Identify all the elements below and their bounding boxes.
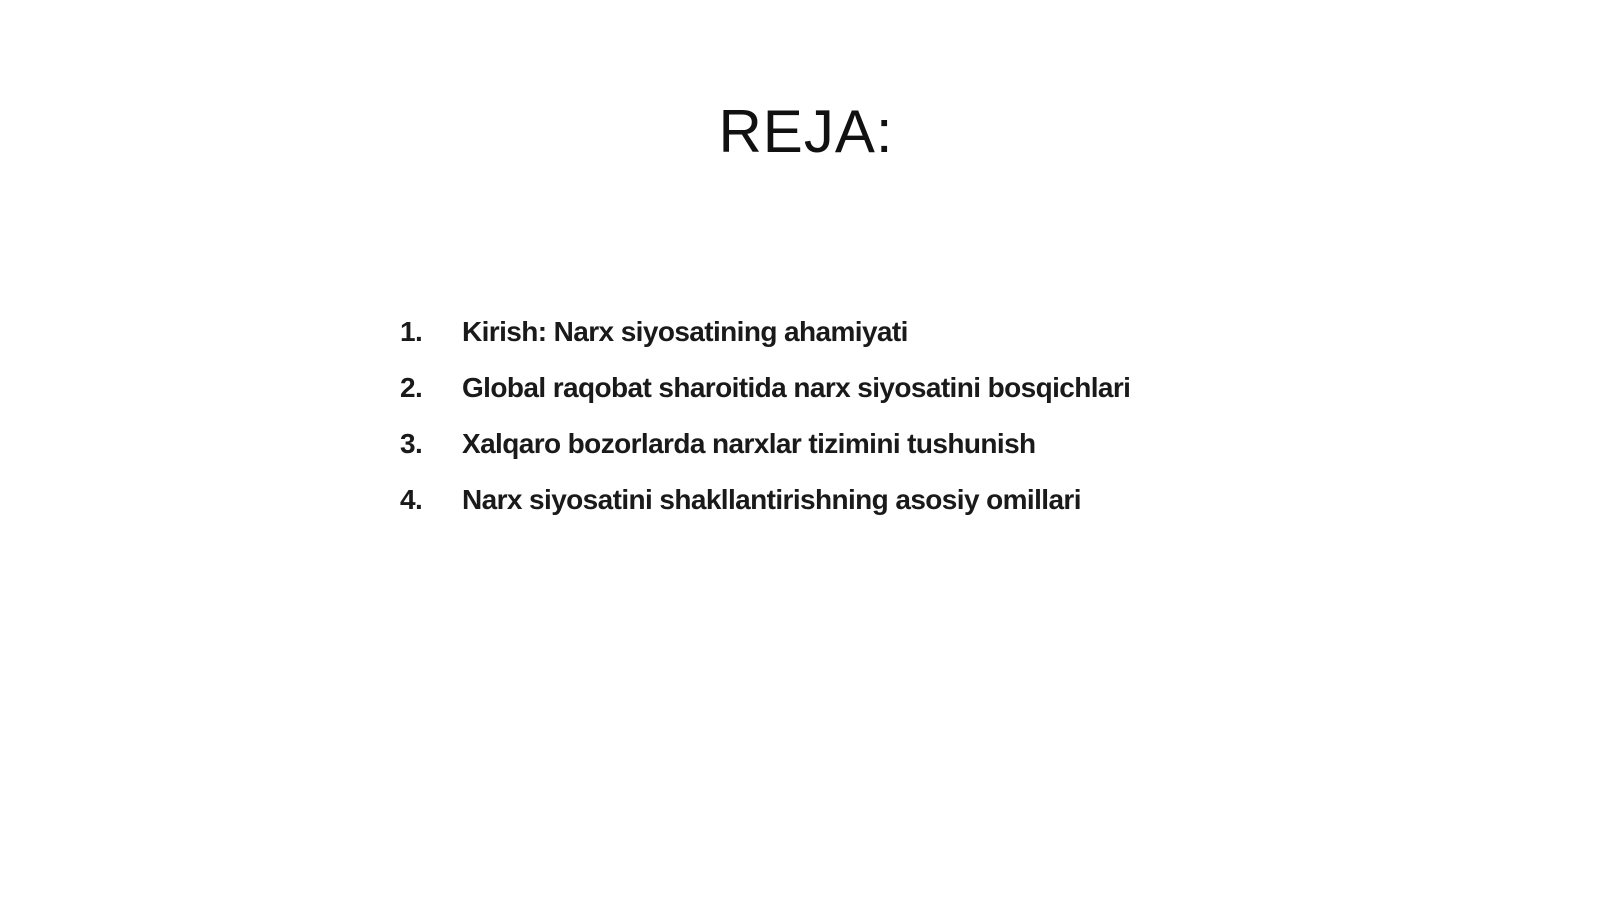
list-item: [400, 484, 1130, 540]
list-item-text: Global raqobat sharoitida narx siyosatini bosqichlari: [462, 372, 1131, 403]
list-item: [400, 428, 1130, 484]
list-item-text: Kirish: Narx siyosatining ahamiyati: [462, 316, 908, 347]
list-item-number: 3.: [400, 428, 423, 459]
list-item: [400, 316, 1130, 372]
list-item-text: Xalqaro bozorlarda narxlar tizimini tushunish: [462, 428, 1036, 459]
list-item-number: 2.: [400, 372, 423, 403]
slide-title: REJA:: [718, 98, 894, 165]
list-item-number: 4.: [400, 484, 423, 515]
list-item-text: Narx siyosatini shakllantirishning asosiy omillari: [462, 484, 1081, 515]
list-item: [400, 372, 1130, 428]
plan-list: [400, 316, 1130, 540]
list-item-number: 1.: [400, 316, 423, 347]
